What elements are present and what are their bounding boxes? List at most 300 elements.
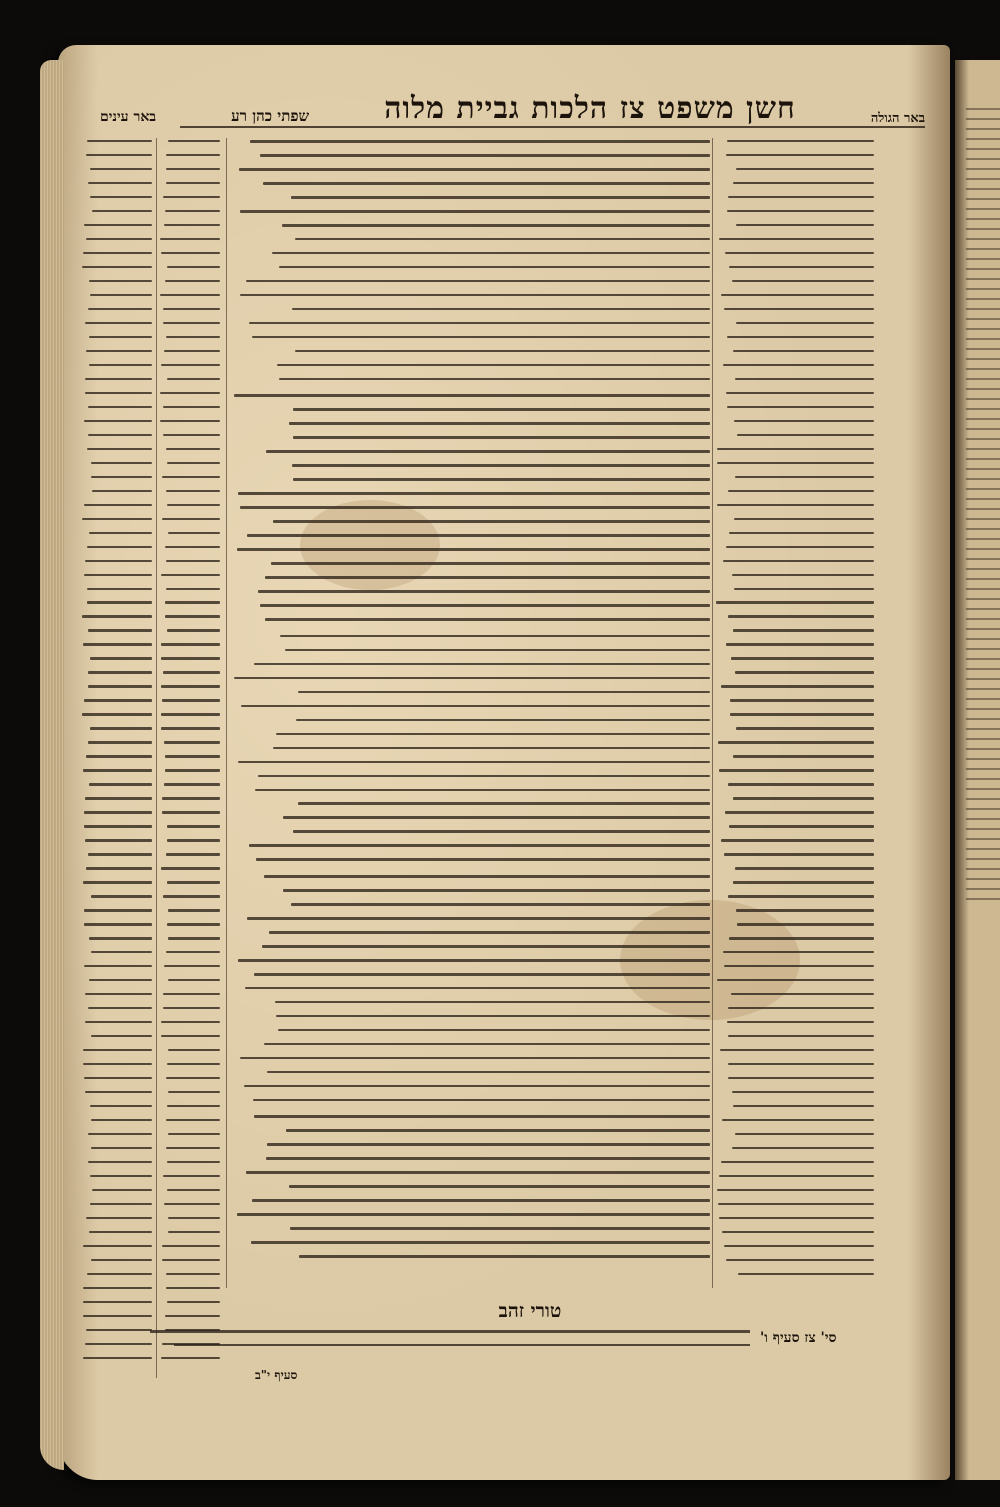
text-line xyxy=(165,615,220,617)
footer-text xyxy=(150,1330,750,1357)
text-line xyxy=(719,1217,874,1219)
text-line xyxy=(83,1245,152,1247)
text-line xyxy=(293,830,710,833)
text-line xyxy=(88,741,152,743)
text-line xyxy=(718,1203,874,1205)
text-line xyxy=(721,294,874,296)
text-line xyxy=(293,408,710,411)
adjacent-page-text xyxy=(966,100,1000,1380)
text-line xyxy=(161,657,220,659)
text-line xyxy=(167,1301,220,1303)
text-line xyxy=(733,182,874,184)
text-line xyxy=(240,506,710,509)
text-line xyxy=(240,294,710,297)
text-line xyxy=(167,629,220,631)
text-line xyxy=(275,1001,710,1004)
text-line xyxy=(161,574,220,576)
text-line xyxy=(84,1077,152,1079)
text-line xyxy=(725,252,874,254)
text-line xyxy=(164,783,220,785)
text-line xyxy=(733,881,874,883)
text-line xyxy=(90,1175,152,1177)
text-line xyxy=(90,1105,152,1107)
text-line xyxy=(237,548,710,551)
text-line xyxy=(168,1231,220,1233)
text-line xyxy=(246,280,710,283)
text-line xyxy=(241,705,710,708)
text-line xyxy=(728,1077,874,1079)
text-line xyxy=(168,140,220,142)
page-edge xyxy=(40,60,64,1470)
text-line xyxy=(166,1077,220,1079)
text-line xyxy=(162,797,220,799)
text-line xyxy=(167,504,220,506)
text-line xyxy=(735,1133,874,1135)
text-line xyxy=(240,1057,710,1060)
text-line xyxy=(726,546,874,548)
text-line xyxy=(725,811,874,813)
text-line xyxy=(91,1147,152,1149)
text-line xyxy=(162,1259,220,1261)
text-line xyxy=(265,618,710,621)
text-line xyxy=(86,867,152,869)
text-line xyxy=(88,1133,152,1135)
text-line xyxy=(163,434,220,436)
text-line xyxy=(166,168,220,170)
text-line xyxy=(86,1217,152,1219)
text-line xyxy=(727,140,874,142)
header-title: חשן משפט צז הלכות גביית מלוה xyxy=(384,91,796,126)
text-line xyxy=(168,909,220,911)
text-line xyxy=(734,518,874,520)
text-line xyxy=(285,649,710,652)
text-line xyxy=(736,322,874,324)
text-line xyxy=(168,1217,220,1219)
text-line xyxy=(271,562,710,565)
text-line xyxy=(721,1161,874,1163)
text-line xyxy=(730,699,874,701)
text-line xyxy=(84,420,152,422)
text-line xyxy=(84,965,152,967)
text-line xyxy=(717,448,874,450)
text-line xyxy=(161,685,220,687)
text-line xyxy=(296,719,710,722)
text-line xyxy=(733,797,874,799)
text-line xyxy=(168,532,220,534)
text-line xyxy=(729,266,874,268)
text-line xyxy=(289,422,710,425)
text-line xyxy=(89,336,152,338)
text-line xyxy=(276,733,710,736)
text-line xyxy=(279,378,710,381)
text-line xyxy=(162,811,220,813)
text-line xyxy=(246,1171,710,1174)
text-line xyxy=(727,1021,874,1023)
text-line xyxy=(253,1099,710,1102)
text-line xyxy=(234,677,710,680)
text-line xyxy=(277,364,710,367)
text-line xyxy=(88,1007,152,1009)
text-line xyxy=(92,490,152,492)
text-line xyxy=(298,802,710,805)
column-divider xyxy=(226,138,227,1288)
text-line xyxy=(736,224,874,226)
text-line xyxy=(252,1199,710,1202)
text-line xyxy=(89,364,152,366)
text-line xyxy=(164,965,220,967)
text-line xyxy=(161,867,220,869)
text-line xyxy=(731,993,874,995)
text-line xyxy=(161,1021,220,1023)
text-line xyxy=(237,1213,710,1216)
text-line xyxy=(83,769,152,771)
text-line xyxy=(85,1091,152,1093)
text-line xyxy=(724,965,874,967)
text-line xyxy=(729,532,874,534)
text-line xyxy=(167,1161,220,1163)
text-line xyxy=(88,406,152,408)
text-line xyxy=(165,769,220,771)
text-line xyxy=(728,783,874,785)
text-line xyxy=(160,238,220,240)
text-line xyxy=(726,1259,874,1261)
text-line xyxy=(89,1231,152,1233)
text-line xyxy=(163,322,220,324)
text-line xyxy=(238,761,710,764)
text-line xyxy=(728,1063,874,1065)
text-line xyxy=(255,789,710,792)
text-line xyxy=(83,252,152,254)
text-line xyxy=(264,1043,710,1046)
text-line xyxy=(291,903,710,906)
text-line xyxy=(165,755,221,757)
text-line xyxy=(738,1273,874,1275)
text-line xyxy=(727,336,874,338)
text-line xyxy=(292,308,710,311)
text-line xyxy=(166,448,220,450)
text-line xyxy=(84,699,152,701)
text-line xyxy=(723,951,874,953)
text-line xyxy=(91,1259,152,1261)
text-line xyxy=(168,979,220,981)
text-line xyxy=(89,280,152,282)
text-line xyxy=(735,867,874,869)
text-line xyxy=(295,350,710,353)
text-line xyxy=(85,392,152,394)
text-line xyxy=(251,1241,710,1244)
text-line xyxy=(728,895,874,897)
text-line xyxy=(87,1273,152,1275)
text-line xyxy=(717,979,874,981)
text-line xyxy=(726,154,874,156)
text-line xyxy=(166,1287,220,1289)
text-line xyxy=(244,1085,710,1088)
commentary-column-right xyxy=(716,140,874,1275)
text-line xyxy=(299,1255,710,1258)
text-line xyxy=(82,518,152,520)
text-line xyxy=(88,853,152,855)
text-line xyxy=(260,604,710,607)
text-line xyxy=(162,518,220,520)
text-line xyxy=(729,937,874,939)
text-line xyxy=(85,797,152,799)
text-line xyxy=(166,951,220,953)
text-line xyxy=(166,1119,220,1121)
text-line xyxy=(166,853,220,855)
text-line xyxy=(239,168,710,171)
text-line xyxy=(298,691,710,694)
text-line xyxy=(266,1157,710,1160)
column-divider xyxy=(712,138,713,1288)
text-line xyxy=(167,839,220,841)
text-line xyxy=(240,210,710,213)
text-line xyxy=(279,266,710,269)
text-line xyxy=(163,671,220,673)
text-line xyxy=(278,1029,710,1032)
text-line xyxy=(92,210,152,212)
text-line xyxy=(727,210,874,212)
section-title: טורי זהב xyxy=(498,1300,562,1322)
text-line xyxy=(88,434,152,436)
text-line xyxy=(84,504,152,506)
text-line xyxy=(89,937,152,939)
text-line xyxy=(90,196,152,198)
text-line xyxy=(85,378,152,380)
text-line xyxy=(293,478,710,481)
text-line xyxy=(163,1175,220,1177)
text-line xyxy=(724,853,874,855)
text-line xyxy=(265,576,710,579)
text-line xyxy=(165,546,220,548)
text-line xyxy=(737,434,874,436)
text-line xyxy=(167,1105,220,1107)
footnote-label: סעיף י"ב xyxy=(255,1368,298,1382)
text-line xyxy=(165,1315,220,1317)
text-line xyxy=(86,755,152,757)
text-line xyxy=(720,1049,874,1051)
text-line xyxy=(85,1343,152,1345)
text-line xyxy=(732,574,874,576)
text-line xyxy=(723,364,874,366)
text-line xyxy=(273,747,710,750)
text-line xyxy=(726,643,874,645)
text-line xyxy=(282,224,710,227)
text-line xyxy=(85,1021,152,1023)
text-line xyxy=(88,182,152,184)
text-line xyxy=(91,476,152,478)
text-line xyxy=(161,1035,220,1037)
text-line xyxy=(735,671,874,673)
text-line xyxy=(245,987,710,990)
text-line xyxy=(91,1035,152,1037)
text-line xyxy=(168,937,220,939)
column-divider xyxy=(156,138,157,1378)
text-line xyxy=(736,727,874,729)
text-line xyxy=(162,476,220,478)
text-line xyxy=(283,889,710,892)
text-line xyxy=(167,923,220,925)
text-line xyxy=(85,560,152,562)
main-text-column xyxy=(232,140,710,1310)
text-line xyxy=(83,881,152,883)
text-line xyxy=(734,420,874,422)
text-line xyxy=(85,839,152,841)
text-line xyxy=(737,923,874,925)
text-line xyxy=(272,252,710,255)
text-line xyxy=(168,1049,220,1051)
text-line xyxy=(90,168,152,170)
text-line xyxy=(234,394,710,397)
text-line xyxy=(731,657,874,659)
text-line xyxy=(91,462,152,464)
text-line xyxy=(247,917,710,920)
text-line xyxy=(86,238,152,240)
text-line xyxy=(83,643,152,645)
text-line xyxy=(91,895,152,897)
text-line xyxy=(160,294,220,296)
text-line xyxy=(732,1147,874,1149)
text-line xyxy=(86,1329,152,1331)
text-line xyxy=(163,196,220,198)
text-line xyxy=(266,450,710,453)
text-line xyxy=(249,844,710,847)
text-line xyxy=(729,825,874,827)
text-line xyxy=(723,560,874,562)
text-line xyxy=(163,308,220,310)
text-line xyxy=(724,1245,874,1247)
header-middle-label: שפתי כהן רע xyxy=(231,107,310,125)
text-line xyxy=(733,350,874,352)
text-line xyxy=(84,224,152,226)
page-header xyxy=(100,78,925,126)
text-line xyxy=(254,973,710,976)
text-line xyxy=(167,825,220,827)
text-line xyxy=(83,1301,153,1303)
text-line xyxy=(167,266,220,268)
text-line xyxy=(165,601,220,603)
text-line xyxy=(264,875,710,878)
text-line xyxy=(735,476,874,478)
text-line xyxy=(727,406,874,408)
text-line xyxy=(84,574,152,576)
text-line xyxy=(728,490,874,492)
text-line xyxy=(260,154,710,157)
text-line xyxy=(733,629,874,631)
text-line xyxy=(88,308,152,310)
text-line xyxy=(85,322,152,324)
text-line xyxy=(82,615,152,617)
header-left-label: באר עינים xyxy=(100,109,157,125)
text-line xyxy=(84,825,152,827)
text-line xyxy=(88,671,152,673)
text-line xyxy=(161,643,220,645)
text-line xyxy=(258,590,710,593)
text-line xyxy=(90,1203,152,1205)
text-line xyxy=(92,1189,152,1191)
text-line xyxy=(291,196,710,199)
text-line xyxy=(166,154,220,156)
text-line xyxy=(293,436,710,439)
text-line xyxy=(161,713,220,715)
text-line xyxy=(267,1143,710,1146)
commentary-column-left xyxy=(160,140,220,1380)
text-line xyxy=(86,350,152,352)
text-line xyxy=(166,490,220,492)
text-line xyxy=(87,601,152,603)
text-line xyxy=(91,951,152,953)
text-line xyxy=(83,1049,152,1051)
text-line xyxy=(238,492,710,495)
text-line xyxy=(258,775,710,778)
text-line xyxy=(289,1185,710,1188)
text-line xyxy=(161,252,220,254)
text-line xyxy=(165,280,220,282)
text-line xyxy=(160,420,220,422)
text-line xyxy=(161,364,220,366)
text-line xyxy=(167,1189,220,1191)
text-line xyxy=(166,588,220,590)
text-line xyxy=(82,713,152,715)
text-line xyxy=(256,858,710,861)
text-line xyxy=(166,336,220,338)
text-line xyxy=(238,959,710,962)
text-line xyxy=(263,182,710,185)
text-line xyxy=(161,727,220,729)
text-line xyxy=(733,755,874,757)
text-line xyxy=(86,154,152,156)
margin-notes-column xyxy=(82,140,152,1380)
text-line xyxy=(286,1129,710,1132)
text-line xyxy=(163,406,220,408)
text-line xyxy=(167,1063,220,1065)
text-line xyxy=(164,224,220,226)
text-line xyxy=(166,182,220,184)
text-line xyxy=(87,140,152,142)
text-line xyxy=(82,266,152,268)
text-line xyxy=(90,727,152,729)
text-line xyxy=(163,993,220,995)
text-line xyxy=(717,462,874,464)
text-line xyxy=(276,1015,710,1018)
text-line xyxy=(728,615,874,617)
text-line xyxy=(166,1147,221,1149)
text-line xyxy=(728,1035,874,1037)
text-line xyxy=(721,685,874,687)
text-line xyxy=(273,520,710,523)
text-line xyxy=(89,979,152,981)
text-line xyxy=(719,769,874,771)
text-line xyxy=(166,1273,220,1275)
text-line xyxy=(84,923,152,925)
text-line xyxy=(254,1115,710,1118)
text-line xyxy=(83,1063,152,1065)
text-line xyxy=(164,350,220,352)
header-rule xyxy=(180,126,925,128)
text-line xyxy=(160,392,220,394)
text-line xyxy=(83,1315,152,1317)
text-line xyxy=(719,1175,874,1177)
text-line xyxy=(90,294,152,296)
text-line xyxy=(85,993,152,995)
header-right-label: באר הגולה xyxy=(870,111,925,126)
text-line xyxy=(719,238,874,240)
text-line xyxy=(88,1161,152,1163)
text-line xyxy=(163,1007,220,1009)
text-line xyxy=(736,909,874,911)
text-line xyxy=(267,1071,710,1074)
text-line xyxy=(167,462,220,464)
text-line xyxy=(164,1203,220,1205)
